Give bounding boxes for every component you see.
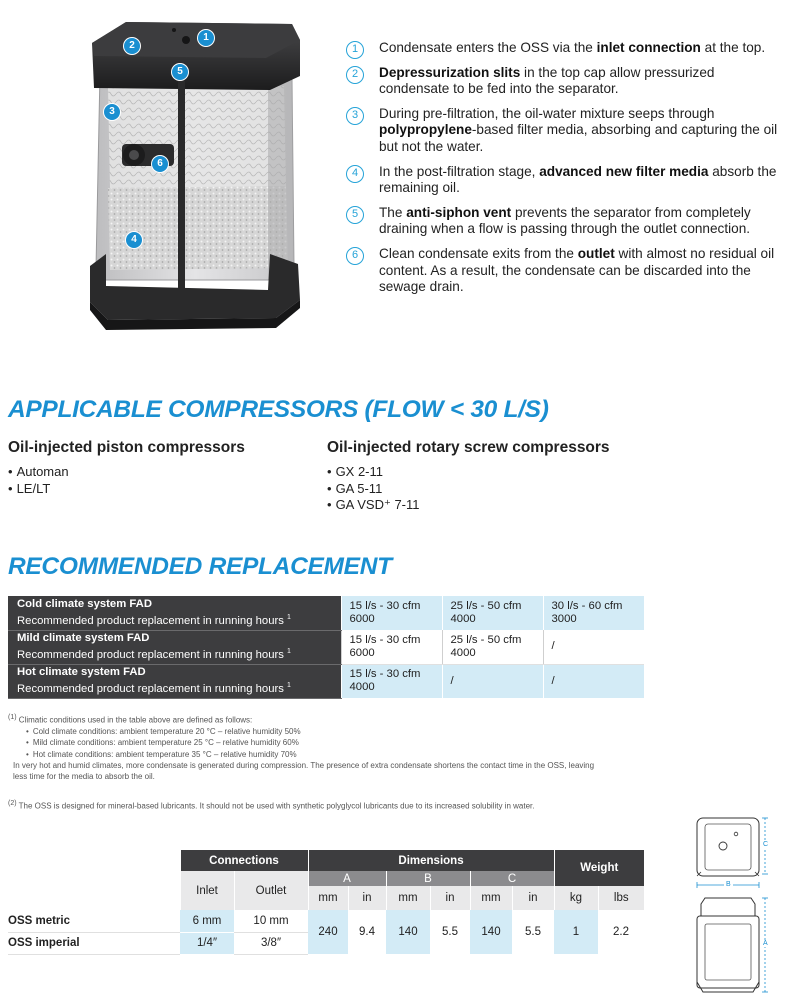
table-row <box>8 630 644 664</box>
rotary-compressors-title: Oil-injected rotary screw compressors <box>327 439 610 456</box>
recommended-replacement-title: RECOMMENDED REPLACEMENT <box>8 553 392 580</box>
table-cell: 25 l/s - 50 cfm 4000 <box>442 630 543 664</box>
table-cell: / <box>543 664 644 698</box>
table-cell: 15 l/s - 30 cfm 4000 <box>341 664 442 698</box>
table-cell: 30 l/s - 60 cfm 3000 <box>543 596 644 630</box>
step-item: 5 The anti-siphon vent prevents the separator from completely draining when a flow is passing through the outlet connection. <box>346 205 786 238</box>
row-label: Cold climate system FAD Recommended product replacement in running hours $^1$ <box>8 596 341 630</box>
footnote-bullet: • Cold climate conditions: ambient temperature 20 °C – relative humidity 50% <box>8 726 608 737</box>
table-cell: / <box>543 630 644 664</box>
callout-marker-5: 5 <box>172 64 188 80</box>
connections-header: Connections <box>180 850 308 871</box>
product-image <box>86 18 318 334</box>
step-number: 5 <box>346 206 364 224</box>
footnote-bullet: • Hot climate conditions: ambient temperature 35 °C – relative humidity 70% <box>8 749 608 760</box>
weight-header: Weight <box>554 850 644 886</box>
unit-header: mm <box>470 886 512 910</box>
dim-letter-a: A <box>308 871 386 886</box>
table-cell: 5.5 <box>512 910 554 954</box>
row-label: Hot climate system FAD Recommended product replacement in running hours $^1$ <box>8 664 341 698</box>
table-cell: 2.2 <box>598 910 644 954</box>
callout-marker-6: 6 <box>152 156 168 172</box>
unit-header: in <box>430 886 470 910</box>
unit-header: in <box>348 886 386 910</box>
table-cell: 15 l/s - 30 cfm 6000 <box>341 630 442 664</box>
table-cell: / <box>442 664 543 698</box>
outlet-header: Outlet <box>234 871 308 910</box>
list-item: • GX 2-11 <box>327 464 420 481</box>
row-label: OSS metric <box>8 910 180 932</box>
step-number: 6 <box>346 247 364 265</box>
step-number: 1 <box>346 41 364 59</box>
callout-marker-2: 2 <box>124 38 140 54</box>
table-cell: 140 <box>470 910 512 954</box>
step-item: 3 During pre-filtration, the oil-water mixture seeps through polypropylene-based filter media, absorbing and capturing the oil but not the water. <box>346 106 786 156</box>
table-cell: 15 l/s - 30 cfm 6000 <box>341 596 442 630</box>
footnote-1: (1) Climatic conditions used in the table above are defined as follows: <box>8 714 253 725</box>
footnotes <box>8 712 608 812</box>
dimensions-header: Dimensions <box>308 850 554 871</box>
dimension-diagram <box>683 812 793 997</box>
footnote-tail: In very hot and humid climates, more condensate is generated during compression. The presence of extra condensate shortens the contact time in the OSS, leaving less time for the media to absorb the oil. <box>13 760 595 782</box>
list-item: • LE/LT <box>8 481 69 498</box>
row-label: OSS imperial <box>8 932 180 954</box>
diagram-label-a: A <box>763 940 768 947</box>
unit-header: lbs <box>598 886 644 910</box>
unit-header: kg <box>554 886 598 910</box>
table-cell: 5.5 <box>430 910 470 954</box>
callout-marker-3: 3 <box>104 104 120 120</box>
diagram-label-b: B <box>726 881 731 888</box>
row-label: Mild climate system FAD Recommended product replacement in running hours $^1$ <box>8 630 341 664</box>
step-item: 1 Condensate enters the OSS via the inlet connection at the top. <box>346 40 786 57</box>
piston-compressors-list <box>8 464 69 497</box>
inlet-header: Inlet <box>180 871 234 910</box>
step-item: 2 Depressurization slits in the top cap allow pressurized condensate to be fed into the separator. <box>346 65 786 98</box>
step-number: 2 <box>346 66 364 84</box>
table-cell: 140 <box>386 910 430 954</box>
piston-compressors-title: Oil-injected piston compressors <box>8 439 245 456</box>
step-item: 6 Clean condensate exits from the outlet with almost no residual oil content. As a result, the condensate can be discarded into the sewage drain. <box>346 246 786 296</box>
step-item: 4 In the post-filtration stage, advanced new filter media absorb the remaining oil. <box>346 164 786 197</box>
table-cell: 1/4″ <box>180 932 234 954</box>
rotary-compressors-list <box>327 464 420 514</box>
dimensions-table <box>8 850 644 955</box>
table-row <box>8 664 644 698</box>
footnote-bullet: • Mild climate conditions: ambient temperature 25 °C – relative humidity 60% <box>8 737 608 748</box>
table-cell: 25 l/s - 50 cfm 4000 <box>442 596 543 630</box>
dim-letter-c: C <box>470 871 554 886</box>
table-cell: 3/8″ <box>234 932 308 954</box>
diagram-label-c: C <box>763 841 769 848</box>
list-item: • GA VSD⁺ 7-11 <box>327 497 420 514</box>
list-item: • GA 5-11 <box>327 481 420 498</box>
callout-marker-4: 4 <box>126 232 142 248</box>
callout-marker-1: 1 <box>198 30 214 46</box>
dim-letter-b: B <box>386 871 470 886</box>
list-item: • Automan <box>8 464 69 481</box>
footnote-2: (2) The OSS is designed for mineral-based lubricants. It should not be used with synthetic polyglycol lubricants due to its increased solubility in water. <box>8 800 535 812</box>
unit-header: mm <box>308 886 348 910</box>
unit-header: mm <box>386 886 430 910</box>
step-number: 3 <box>346 107 364 125</box>
step-number: 4 <box>346 165 364 183</box>
table-row <box>8 596 644 630</box>
unit-header: in <box>512 886 554 910</box>
applicable-compressors-title: APPLICABLE COMPRESSORS (FLOW < 30 L/S) <box>8 396 549 423</box>
table-cell: 240 <box>308 910 348 954</box>
replacement-table <box>8 596 644 699</box>
table-row <box>8 910 644 932</box>
table-cell: 6 mm <box>180 910 234 932</box>
table-cell: 9.4 <box>348 910 386 954</box>
process-steps <box>346 40 786 304</box>
table-cell: 10 mm <box>234 910 308 932</box>
table-cell: 1 <box>554 910 598 954</box>
